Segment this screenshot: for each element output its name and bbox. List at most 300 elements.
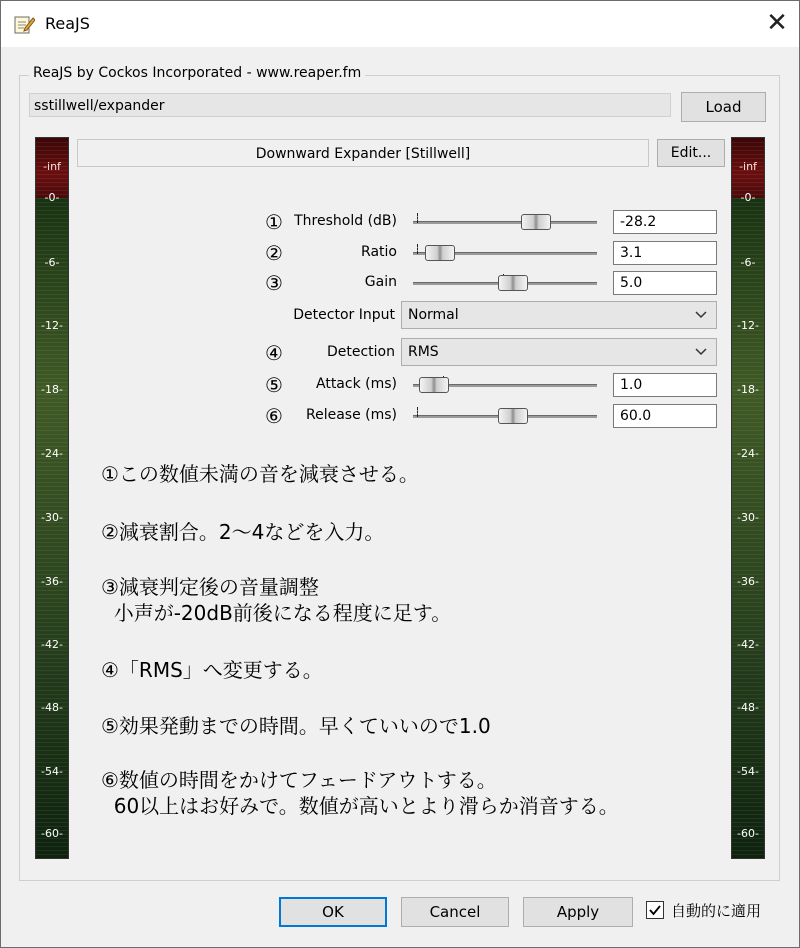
meter-segment [732, 146, 764, 147]
meter-segment [732, 622, 764, 623]
meter-segment [36, 714, 68, 715]
meter-segment [732, 626, 764, 627]
meter-segment [36, 186, 68, 187]
meter-segment [732, 798, 764, 799]
meter-segment [36, 690, 68, 691]
meter-segment [36, 242, 68, 243]
meter-segment [732, 734, 764, 735]
apply-button[interactable]: Apply [523, 897, 633, 927]
meter-tick-label: -6- [740, 256, 756, 269]
meter-segment [36, 142, 68, 143]
meter-tick-label: -42- [737, 638, 759, 651]
meter-segment [36, 614, 68, 615]
meter-segment [36, 350, 68, 351]
meter-segment [36, 758, 68, 759]
meter-segment [732, 334, 764, 335]
meter-segment [732, 346, 764, 347]
meter-segment [36, 718, 68, 719]
edit-button[interactable]: Edit... [657, 139, 725, 167]
meter-segment [36, 618, 68, 619]
meter-segment [36, 334, 68, 335]
meter-tick-label: -0- [44, 191, 60, 204]
meter-segment [36, 846, 68, 847]
meter-segment [36, 726, 68, 727]
meter-segment [732, 722, 764, 723]
meter-segment [732, 210, 764, 211]
meter-segment [732, 342, 764, 343]
meter-segment [732, 434, 764, 435]
meter-segment [36, 282, 68, 283]
meter-segment [732, 422, 764, 423]
meter-segment [732, 270, 764, 271]
meter-segment [36, 174, 68, 175]
meter-segment [732, 654, 764, 655]
meter-segment [36, 842, 68, 843]
auto-apply-label: 自動的に適用 [671, 902, 762, 920]
meter-segment [36, 482, 68, 483]
meter-tick-label: -60- [737, 827, 759, 840]
meter-segment [36, 442, 68, 443]
meter-segment [732, 154, 764, 155]
meter-segment [732, 726, 764, 727]
meter-segment [732, 466, 764, 467]
threshold-default-marker [417, 213, 419, 223]
cancel-button[interactable]: Cancel [401, 897, 509, 927]
meter-segment [732, 474, 764, 475]
meter-segment [36, 290, 68, 291]
meter-segment [732, 254, 764, 255]
meter-tick-label: -54- [41, 765, 63, 778]
meter-tick-label: -18- [737, 383, 759, 396]
meter-segment [36, 654, 68, 655]
gain-label: Gain [364, 274, 397, 290]
meter-tick-label: -24- [737, 447, 759, 460]
meter-segment [36, 562, 68, 563]
detection-select[interactable] [401, 338, 717, 366]
meter-segment [732, 282, 764, 283]
meter-segment [36, 854, 68, 855]
meter-segment [732, 426, 764, 427]
meter-segment [732, 238, 764, 239]
meter-segment [36, 634, 68, 635]
meter-segment [732, 142, 764, 143]
meter-segment [36, 742, 68, 743]
meter-segment [732, 530, 764, 531]
meter-segment [732, 806, 764, 807]
meter-segment [732, 662, 764, 663]
meter-segment [732, 682, 764, 683]
meter-segment [732, 802, 764, 803]
meter-segment [732, 846, 764, 847]
meter-segment [732, 430, 764, 431]
meter-segment [732, 206, 764, 207]
ratio-slider-thumb[interactable] [425, 245, 455, 261]
meter-segment [36, 498, 68, 499]
meter-segment [36, 490, 68, 491]
meter-segment [732, 686, 764, 687]
meter-segment [36, 302, 68, 303]
meter-segment [36, 750, 68, 751]
gain-value-field[interactable]: 5.0 [613, 271, 717, 295]
meter-segment [732, 218, 764, 219]
meter-segment [36, 678, 68, 679]
meter-segment [732, 302, 764, 303]
meter-segment [732, 150, 764, 151]
meter-segment [732, 810, 764, 811]
marker-5: ⑤ [265, 373, 283, 397]
meter-segment [732, 358, 764, 359]
meter-segment [36, 370, 68, 371]
meter-segment [732, 718, 764, 719]
meter-segment [36, 426, 68, 427]
meter-segment [36, 818, 68, 819]
meter-segment [732, 362, 764, 363]
meter-segment [36, 234, 68, 235]
threshold-label: Threshold (dB) [294, 213, 397, 229]
meter-segment [732, 354, 764, 355]
meter-segment [36, 210, 68, 211]
meter-segment [732, 790, 764, 791]
meter-segment [36, 178, 68, 179]
meter-segment [732, 186, 764, 187]
meter-segment [36, 214, 68, 215]
meter-tick-label: -48- [737, 701, 759, 714]
meter-segment [36, 374, 68, 375]
detector-input-select[interactable] [401, 301, 717, 329]
meter-segment [36, 430, 68, 431]
meter-segment [732, 610, 764, 611]
meter-segment [732, 782, 764, 783]
meter-segment [36, 570, 68, 571]
meter-segment [36, 534, 68, 535]
meter-segment [36, 358, 68, 359]
meter-segment [732, 418, 764, 419]
meter-segment [36, 606, 68, 607]
meter-tick-label: -30- [737, 511, 759, 524]
note-gain: ③減衰判定後の音量調整 小声が-20dB前後になる程度に足す。 [101, 575, 452, 625]
meter-segment [36, 542, 68, 543]
threshold-value-field[interactable]: -28.2 [613, 210, 717, 234]
chevron-down-icon [694, 302, 708, 328]
meter-segment [36, 314, 68, 315]
meter-segment [732, 562, 764, 563]
notepad-pencil-icon [13, 13, 35, 35]
threshold-slider[interactable] [413, 221, 597, 224]
meter-segment [732, 598, 764, 599]
note-ratio: ②減衰割合。2～4などを入力。 [101, 520, 385, 544]
meter-tick-label: -18- [41, 383, 63, 396]
marker-1: ① [265, 210, 283, 234]
marker-6: ⑥ [265, 404, 283, 428]
marker-3: ③ [265, 271, 283, 295]
meter-segment [732, 694, 764, 695]
meter-tick-label: -0- [740, 191, 756, 204]
meter-segment [732, 402, 764, 403]
meter-segment [732, 534, 764, 535]
meter-segment [732, 406, 764, 407]
meter-segment [732, 294, 764, 295]
meter-tick-label: -60- [41, 827, 63, 840]
meter-segment [36, 378, 68, 379]
meter-segment [36, 670, 68, 671]
meter-segment [732, 742, 764, 743]
plugin-path-field[interactable]: sstillwell/expander [29, 93, 671, 117]
meter-segment [732, 398, 764, 399]
meter-segment [36, 474, 68, 475]
meter-segment [732, 842, 764, 843]
meter-segment [732, 674, 764, 675]
meter-tick-label: -36- [41, 575, 63, 588]
meter-segment [732, 558, 764, 559]
meter-segment [732, 554, 764, 555]
meter-segment [732, 590, 764, 591]
attack-value-field[interactable]: 1.0 [613, 373, 717, 397]
ratio-default-marker [417, 244, 419, 254]
meter-segment [732, 290, 764, 291]
threshold-slider-thumb[interactable] [521, 214, 551, 230]
release-default-marker [417, 407, 419, 417]
meter-segment [36, 226, 68, 227]
meter-segment [36, 338, 68, 339]
attack-slider-thumb[interactable] [419, 377, 449, 393]
meter-segment [36, 434, 68, 435]
meter-tick-label: -inf [739, 160, 757, 173]
meter-segment [732, 246, 764, 247]
meter-segment [732, 286, 764, 287]
meter-segment [732, 786, 764, 787]
checkmark-icon [648, 903, 662, 917]
detector-input-value: Normal [408, 307, 459, 323]
meter-segment [732, 250, 764, 251]
window-title: ReaJS [45, 14, 90, 33]
meter-segment [732, 494, 764, 495]
meter-segment [36, 762, 68, 763]
meter-segment [732, 478, 764, 479]
close-icon[interactable]: ✕ [766, 8, 788, 38]
meter-segment [732, 482, 764, 483]
meter-segment [36, 778, 68, 779]
meter-segment [36, 594, 68, 595]
meter-segment [36, 278, 68, 279]
meter-segment [36, 810, 68, 811]
meter-segment [732, 634, 764, 635]
meter-segment [732, 542, 764, 543]
meter-segment [732, 470, 764, 471]
auto-apply-checkbox[interactable] [646, 901, 664, 919]
meter-segment [36, 298, 68, 299]
meter-segment [36, 346, 68, 347]
meter-segment [36, 822, 68, 823]
meter-segment [36, 798, 68, 799]
meter-segment [732, 274, 764, 275]
meter-segment [732, 414, 764, 415]
meter-segment [36, 734, 68, 735]
meter-tick-label: -12- [737, 319, 759, 332]
meter-segment [36, 730, 68, 731]
meter-segment [36, 462, 68, 463]
meter-segment [732, 310, 764, 311]
meter-segment [36, 794, 68, 795]
meter-segment [36, 658, 68, 659]
meter-segment [732, 614, 764, 615]
meter-segment [36, 406, 68, 407]
meter-segment [36, 342, 68, 343]
meter-segment [36, 814, 68, 815]
meter-segment [732, 182, 764, 183]
meter-segment [732, 230, 764, 231]
meter-segment [732, 226, 764, 227]
ratio-label: Ratio [361, 244, 397, 260]
meter-segment [732, 794, 764, 795]
meter-segment [732, 594, 764, 595]
marker-2: ② [265, 241, 283, 265]
meter-segment [36, 746, 68, 747]
detection-value: RMS [408, 344, 439, 360]
meter-segment [36, 722, 68, 723]
meter-segment [36, 782, 68, 783]
chevron-down-icon [694, 339, 708, 365]
meter-segment [732, 298, 764, 299]
meter-segment [732, 306, 764, 307]
release-slider-thumb[interactable] [498, 408, 528, 424]
meter-segment [36, 354, 68, 355]
note-release: ⑥数値の時間をかけてフェードアウトする。 60以上はお好みで。数値が高いとより滑らか消音する。 [101, 768, 619, 818]
meter-segment [732, 738, 764, 739]
meter-segment [36, 530, 68, 531]
meter-segment [36, 790, 68, 791]
ratio-value-field[interactable]: 3.1 [613, 241, 717, 265]
meter-segment [732, 814, 764, 815]
meter-segment [732, 242, 764, 243]
meter-segment [36, 250, 68, 251]
meter-segment [732, 550, 764, 551]
gain-slider-thumb[interactable] [498, 275, 528, 291]
meter-segment [732, 698, 764, 699]
meter-segment [36, 294, 68, 295]
meter-tick-label: -48- [41, 701, 63, 714]
meter-segment [732, 370, 764, 371]
meter-segment [732, 214, 764, 215]
meter-segment [732, 606, 764, 607]
meter-segment [36, 486, 68, 487]
meter-segment [36, 222, 68, 223]
meter-tick-label: -36- [737, 575, 759, 588]
release-value-field[interactable]: 60.0 [613, 404, 717, 428]
meter-segment [36, 630, 68, 631]
meter-segment [36, 610, 68, 611]
meter-segment [732, 566, 764, 567]
meter-segment [36, 546, 68, 547]
meter-segment [36, 146, 68, 147]
detector-input-label: Detector Input [293, 307, 395, 323]
note-detection: ④「RMS」へ変更する。 [101, 658, 323, 682]
meter-segment [36, 158, 68, 159]
meter-segment [732, 526, 764, 527]
meter-segment [732, 538, 764, 539]
meter-segment [36, 850, 68, 851]
meter-segment [732, 602, 764, 603]
meter-segment [36, 150, 68, 151]
marker-4: ④ [265, 341, 283, 365]
meter-segment [732, 506, 764, 507]
load-button[interactable]: Load [681, 92, 766, 122]
meter-segment [732, 818, 764, 819]
meter-segment [36, 410, 68, 411]
meter-segment [732, 666, 764, 667]
meter-segment [732, 714, 764, 715]
meter-segment [36, 554, 68, 555]
meter-tick-label: -inf [43, 160, 61, 173]
meter-segment [36, 402, 68, 403]
meter-segment [36, 154, 68, 155]
ok-button[interactable]: OK [279, 897, 387, 927]
meter-segment [732, 750, 764, 751]
meter-segment [732, 374, 764, 375]
meter-segment [732, 730, 764, 731]
meter-segment [36, 218, 68, 219]
meter-segment [36, 466, 68, 467]
meter-segment [36, 550, 68, 551]
meter-segment [36, 666, 68, 667]
group-title: ReaJS by Cockos Incorporated - www.reaper.fm [29, 65, 365, 81]
meter-segment [36, 622, 68, 623]
meter-segment [36, 698, 68, 699]
meter-segment [732, 178, 764, 179]
meter-segment [732, 490, 764, 491]
meter-tick-label: -6- [44, 256, 60, 269]
meter-segment [732, 754, 764, 755]
plugin-name-header: Downward Expander [Stillwell] [77, 139, 649, 167]
meter-segment [732, 366, 764, 367]
meter-segment [36, 398, 68, 399]
meter-segment [36, 526, 68, 527]
meter-tick-label: -12- [41, 319, 63, 332]
meter-segment [36, 270, 68, 271]
meter-segment [732, 630, 764, 631]
meter-segment [36, 494, 68, 495]
meter-segment [36, 306, 68, 307]
meter-segment [36, 366, 68, 367]
meter-segment [732, 222, 764, 223]
meter-segment [36, 806, 68, 807]
meter-segment [36, 414, 68, 415]
meter-segment [732, 570, 764, 571]
meter-segment [732, 174, 764, 175]
meter-segment [732, 502, 764, 503]
meter-segment [732, 378, 764, 379]
meter-segment [732, 854, 764, 855]
meter-segment [732, 278, 764, 279]
meter-tick-label: -30- [41, 511, 63, 524]
meter-segment [732, 158, 764, 159]
meter-segment [732, 338, 764, 339]
meter-segment [36, 686, 68, 687]
meter-segment [732, 746, 764, 747]
meter-segment [732, 658, 764, 659]
meter-segment [732, 462, 764, 463]
meter-segment [732, 762, 764, 763]
meter-segment [36, 182, 68, 183]
meter-segment [732, 670, 764, 671]
meter-segment [732, 314, 764, 315]
meter-segment [36, 694, 68, 695]
meter-segment [36, 598, 68, 599]
meter-segment [36, 478, 68, 479]
meter-segment [732, 438, 764, 439]
meter-segment [36, 470, 68, 471]
meter-segment [36, 418, 68, 419]
level-meter-left [35, 137, 69, 859]
